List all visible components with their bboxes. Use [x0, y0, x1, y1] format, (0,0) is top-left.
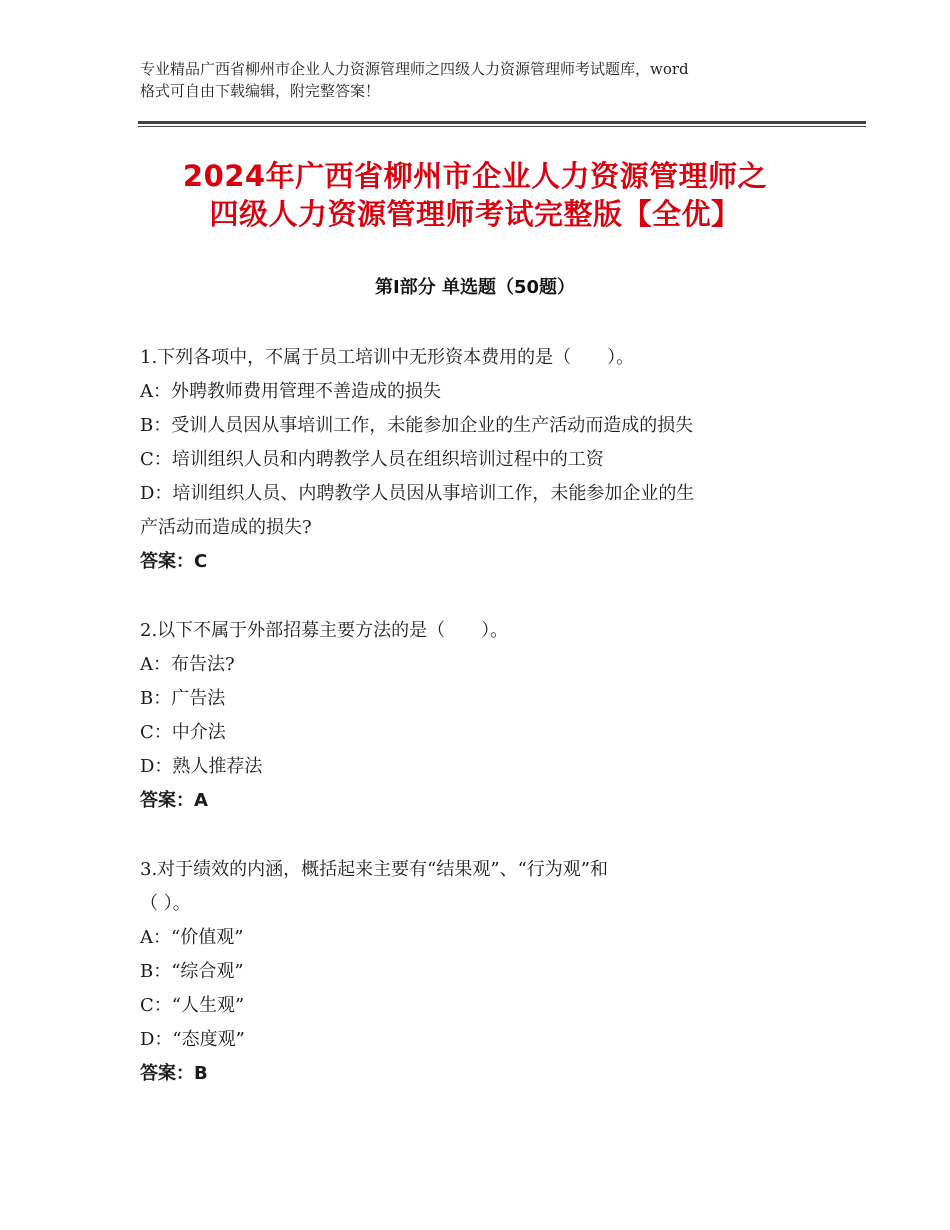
option-c: C：培训组织人员和内聘教学人员在组织培训过程中的工资: [140, 449, 604, 470]
section-heading: 第Ⅰ部分 单选题（50题）: [374, 277, 575, 298]
document-title: [120, 157, 830, 233]
option-b: B：“综合观”: [140, 961, 244, 982]
option-d: D：“态度观”: [140, 1029, 245, 1050]
option-a: A：外聘教师费用管理不善造成的损失: [140, 381, 441, 402]
option-a: A：“价值观”: [140, 927, 244, 948]
option-d: D：熟人推荐法: [140, 756, 263, 777]
header-note-line-2: 格式可自由下载编辑，附完整答案！: [140, 82, 381, 100]
header-divider-thick: [138, 121, 866, 124]
answer: 答案：C: [140, 551, 208, 572]
question-stem: 2.以下不属于外部招募主要方法的是（ ）。: [140, 620, 509, 641]
option-d-continued: 产活动而造成的损失?: [140, 517, 312, 538]
answer: 答案：B: [140, 1063, 208, 1084]
answer: 答案：A: [140, 790, 208, 811]
document-title-line-2: 四级人力资源管理师考试完整版【全优】: [209, 197, 741, 231]
option-c: C：中介法: [140, 722, 226, 743]
question-stem-continued: （ ）。: [140, 893, 191, 914]
question-3: [140, 853, 820, 1091]
question-1: [140, 341, 820, 579]
header-note: [140, 58, 830, 102]
option-d: D：培训组织人员、内聘教学人员因从事培训工作，未能参加企业的生: [140, 483, 695, 504]
question-stem: 1.下列各项中，不属于员工培训中无形资本费用的是（ ）。: [140, 347, 635, 368]
option-a: A：布告法?: [140, 654, 235, 675]
header-divider-thin: [138, 126, 866, 127]
question-2: [140, 614, 820, 818]
option-c: C：“人生观”: [140, 995, 245, 1016]
header-note-line-1: 专业精品广西省柳州市企业人力资源管理师之四级人力资源管理师考试题库，word: [140, 60, 689, 78]
document-title-line-1: 2024年广西省柳州市企业人力资源管理师之: [182, 159, 768, 193]
question-stem: 3.对于绩效的内涵，概括起来主要有“结果观”、“行为观”和: [140, 859, 608, 880]
option-b: B：受训人员因从事培训工作，未能参加企业的生产活动而造成的损失: [140, 415, 694, 436]
option-b: B：广告法: [140, 688, 226, 709]
